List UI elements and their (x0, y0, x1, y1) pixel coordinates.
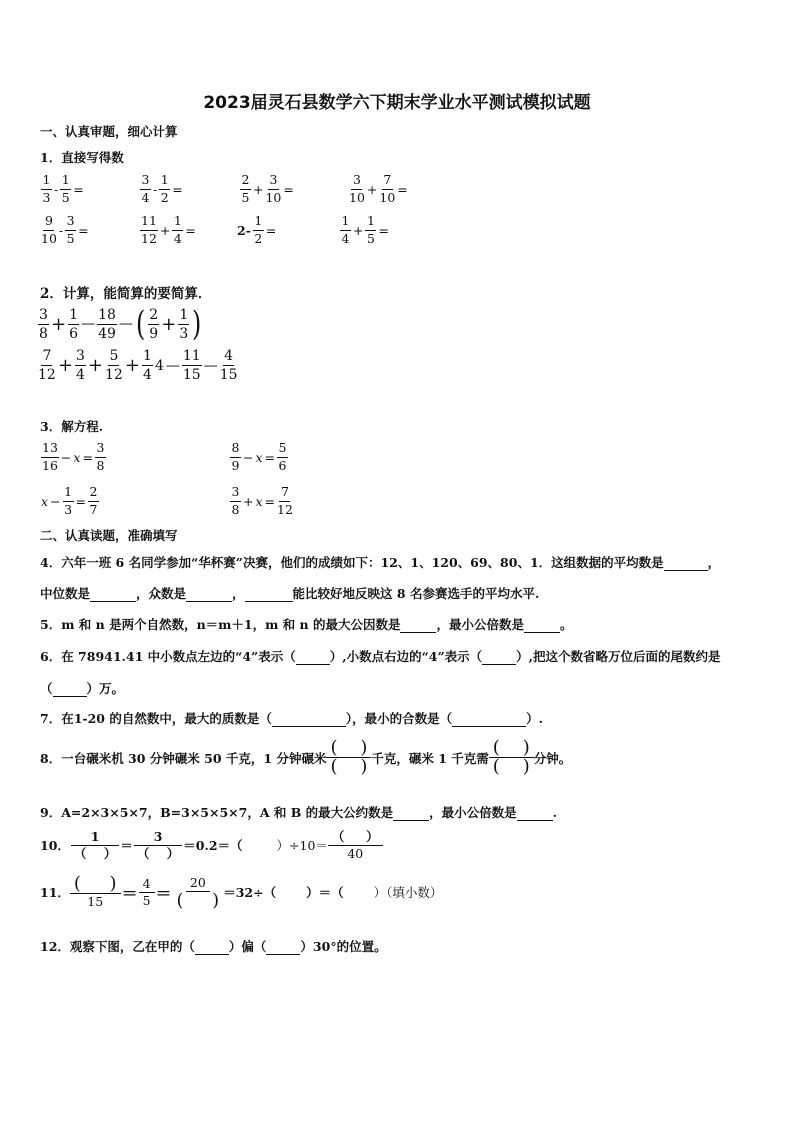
q6-blank-left-four[interactable] (296, 649, 330, 665)
q10: 10． 1 （ ） ＝ 3 （ ） ＝0.2＝（ ）÷10＝ （ ） 40 (40, 830, 383, 861)
page-title: 2023届灵石县数学六下期末学业水平测试模拟试题 (203, 93, 591, 113)
q2-label: 2．计算，能简算的要简算． (40, 286, 212, 302)
q4-blank-mode[interactable] (186, 586, 232, 602)
q1-item-6: $\frac{11}{12}$ + $\frac{1}{4}$ = (141, 213, 196, 246)
q2-expression-1: $\frac{3}{8}$ + $\frac{1}{6}$ — $\frac{18}{49}$ — ( $\frac{2}{9}$ + $\frac{1}{3}$ ) (39, 304, 202, 344)
q12-blank-direction-2[interactable] (266, 939, 300, 955)
q1-item-4: $\frac{3}{10}$ + $\frac{7}{10}$ = (349, 172, 408, 205)
q3-equation-3: x − $\frac{1}{3}$ = $\frac{2}{7}$ (41, 484, 98, 517)
q6-line-2: （ ）万。 (40, 681, 125, 696)
q3-label: 3．解方程. (40, 419, 104, 434)
q7-blank-composite[interactable] (452, 711, 526, 727)
q4-blank-median[interactable] (90, 586, 136, 602)
q5-blank-lcm[interactable] (524, 617, 560, 633)
q6-blank-approx[interactable] (53, 681, 87, 697)
q5: 5．m 和 n 是两个自然数，n＝m＋1，m 和 n 的最大公因数是 ，最小公倍数是 。 (40, 617, 573, 632)
q4-blank-best[interactable] (245, 586, 293, 602)
q10-fraction-1[interactable]: 1 （ ） (70, 830, 120, 861)
q7: 7．在1-20 的自然数中，最大的质数是（ ），最小的合数是（ ）. (40, 711, 543, 726)
q2-expression-2: $\frac{7}{12}$ + $\frac{3}{4}$ + $\frac{5}{12}$ + $\frac{1}{4}$ 4 — $\frac{11}{15}$ — $\frac{4}{15}$ (38, 348, 238, 383)
q1-item-1: $\frac{1}{3}$ - $\frac{1}{5}$ = (42, 172, 84, 205)
q3-equation-2: $\frac{8}{9}$ − x = $\frac{5}{6}$ (231, 440, 287, 473)
q8: 8．一台碾米机 30 分钟碾米 50 千克，1 分钟碾米 ( ) ( ) 千克，碾米 1 千克需 ( ) ( ) 分钟。 (40, 737, 572, 778)
q3-equation-1: $\frac{13}{16}$ − x = $\frac{3}{8}$ (42, 440, 105, 473)
q3-equation-4: $\frac{3}{8}$ + x = $\frac{7}{12}$ (231, 484, 293, 517)
q6-blank-right-four[interactable] (482, 649, 516, 665)
q6-line-1: 6．在 78941.41 中小数点左边的“4”表示（ ）,小数点右边的“4”表示（ ）,把这个数省略万位后面的尾数约是 (40, 649, 721, 664)
q1-item-3: $\frac{2}{5}$ + $\frac{3}{10}$ = (241, 172, 294, 205)
q4-line-1: 4．六年一班 6 名同学参加“华杯赛”决赛，他们的成绩如下：12、1、120、69、80、1．这组数据的平均数是 ， (40, 555, 721, 570)
q8-blank-fraction-1[interactable]: ( ) ( ) (326, 740, 371, 775)
q4-blank-mean[interactable] (664, 555, 708, 571)
q7-blank-prime[interactable] (272, 711, 346, 727)
q12-blank-direction-1[interactable] (195, 939, 229, 955)
q1-label: 1．直接写得数 (40, 150, 124, 165)
q10-fraction-3[interactable]: （ ） 40 (328, 830, 383, 861)
q1-item-7: 2- $\frac{1}{2}$ = (237, 213, 277, 246)
q1-item-5: $\frac{9}{10}$ - $\frac{3}{5}$ = (41, 213, 89, 246)
section-1-heading: 一、认真审题，细心计算 (40, 124, 178, 139)
q9-blank-gcd[interactable] (393, 805, 429, 821)
q11-fraction-3[interactable]: 20 ( ) (176, 875, 220, 911)
q1-item-8: $\frac{1}{4}$ + $\frac{1}{5}$ = (341, 213, 389, 246)
q11-fraction-1[interactable]: ( ) 15 (70, 876, 121, 909)
q1-item-2: $\frac{3}{4}$ - $\frac{1}{2}$ = (141, 172, 183, 205)
q12: 12．观察下图，乙在甲的（ ）偏（ ）30°的位置。 (40, 939, 387, 954)
section-2-heading: 二、认真读题，准确填写 (40, 528, 178, 543)
q4-line-2: 中位数是 ，众数是 ， 能比较好地反映这 8 名参赛选手的平均水平. (40, 586, 540, 601)
q11: 11． ( ) 15 ＝ 4 5 ＝ 20 ( ) ＝32÷（ ）＝（ ）（填小数） (40, 873, 443, 911)
q9-blank-lcm[interactable] (517, 805, 553, 821)
q10-fraction-2[interactable]: 3 （ ） (133, 830, 183, 861)
q9: 9．A=2×3×5×7，B=3×5×5×7，A 和 B 的最大公约数是 ，最小公倍数是 . (40, 805, 558, 820)
q5-blank-gcd[interactable] (400, 617, 436, 633)
q11-fraction-2: 4 5 (139, 877, 155, 908)
q8-blank-fraction-2[interactable]: ( ) ( ) (489, 740, 534, 775)
